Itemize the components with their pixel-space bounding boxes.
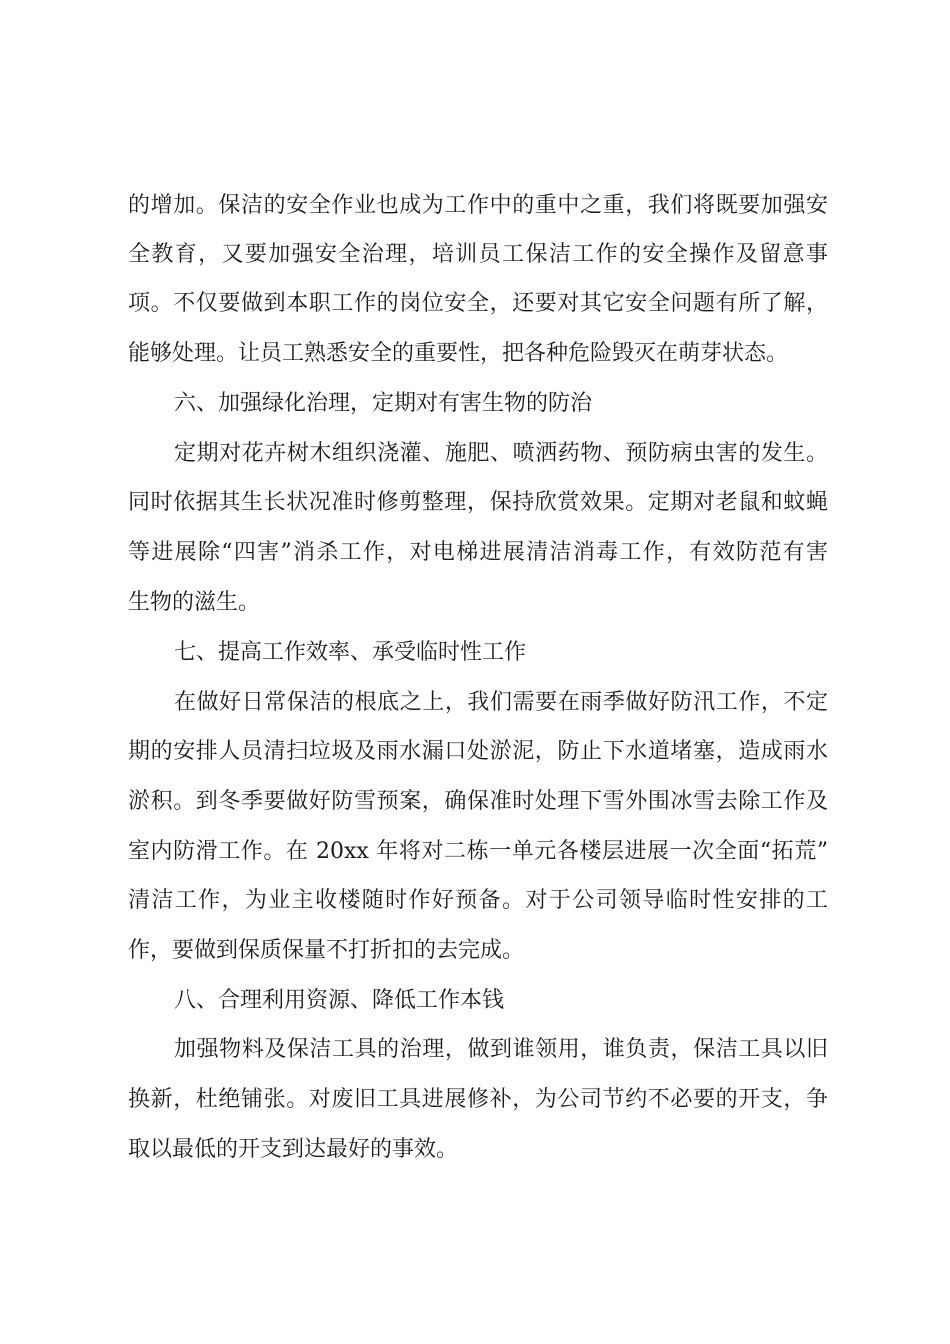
paragraph-line: 能够处理。让员工熟悉安全的重要性，把各种危险毁灭在萌芽状态。 <box>128 341 789 366</box>
section-heading-7: 七、提高工作效率、承受临时性工作 <box>174 640 527 665</box>
paragraph-line: 作，要做到保质保量不打折扣的去完成。 <box>128 938 525 963</box>
paragraph-line: 取以最低的开支到达最好的事效。 <box>128 1137 459 1162</box>
paragraph-line: 等进展除“四害”消杀工作，对电梯进展清洁消毒工作，有效防范有害 <box>128 540 828 565</box>
paragraph-line: 定期对花卉树木组织浇灌、施肥、喷洒药物、预防病虫害的发生。 <box>174 441 828 466</box>
paragraph-line: 的增加。保洁的安全作业也成为工作中的重中之重，我们将既要加强安 <box>128 193 828 218</box>
paragraph-line: 同时依据其生长状况准时修剪整理，保持欣赏效果。定期对老鼠和蚊蝇 <box>128 490 828 515</box>
paragraph-line: 生物的滋生。 <box>128 590 261 615</box>
paragraph-line: 在做好日常保洁的根底之上，我们需要在雨季做好防汛工作，不定 <box>174 690 828 715</box>
paragraph-line: 室内防滑工作。在 20xx 年将对二栋一单元各楼层进展一次全面“拓荒” <box>128 839 828 864</box>
paragraph-line: 清洁工作，为业主收楼随时作好预备。对于公司领导临时性安排的工 <box>128 888 828 913</box>
paragraph-line: 加强物料及保洁工具的治理，做到谁领用，谁负责，保洁工具以旧 <box>174 1037 828 1062</box>
paragraph-line: 项。不仅要做到本职工作的岗位安全，还要对其它安全问题有所了解， <box>128 291 828 316</box>
section-heading-6: 六、加强绿化治理，定期对有害生物的防治 <box>174 391 593 416</box>
paragraph-line: 期的安排人员清扫垃圾及雨水漏口处淤泥，防止下水道堵塞，造成雨水 <box>128 739 828 764</box>
paragraph-line: 全教育，又要加强安全治理，培训员工保洁工作的安全操作及留意事 <box>128 242 828 267</box>
section-heading-8: 八、合理利用资源、降低工作本钱 <box>174 988 505 1013</box>
paragraph-line: 换新，杜绝铺张。对废旧工具进展修补，为公司节约不必要的开支，争 <box>128 1087 828 1112</box>
paragraph-line: 淤积。到冬季要做好防雪预案，确保准时处理下雪外围冰雪去除工作及 <box>128 789 828 814</box>
